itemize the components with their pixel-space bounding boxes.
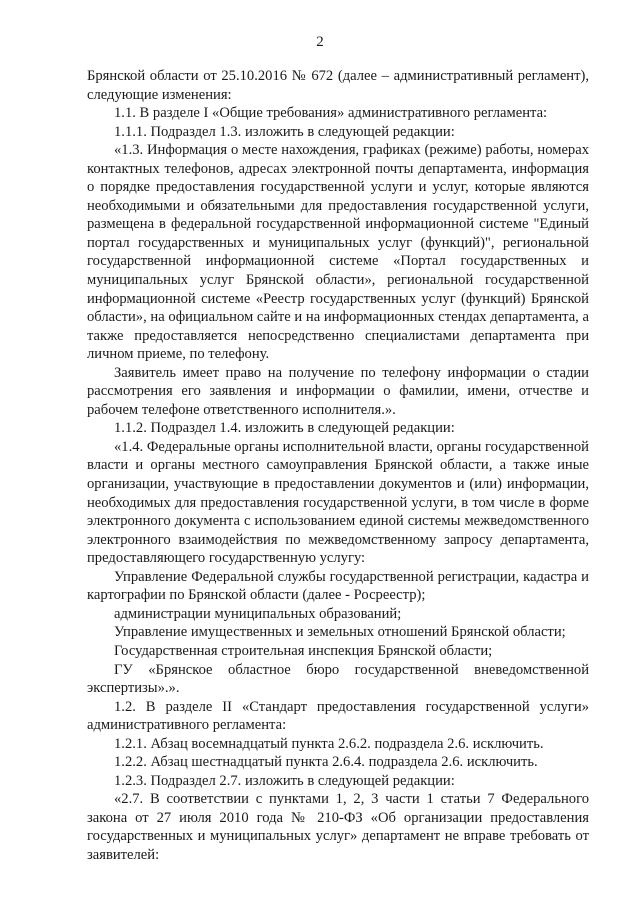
paragraph-construction-inspection: Государственная строительная инспекция Брянской области; bbox=[114, 642, 493, 659]
paragraph-1-1: 1.1. В разделе I «Общие требования» административного регламента: bbox=[114, 105, 548, 122]
paragraph-1-2-3: 1.2.3. Подраздел 2.7. изложить в следующей редакции: bbox=[114, 772, 455, 789]
paragraph-section-2-7: «2.7. В соответствии с пунктами 1, 2, 3 части 1 статьи 7 Федерального закона от 27 июля 2010 года № 210-ФЗ «Об организации предоставления государственных и муниципальных услуг» департамент не вправе требовать от заявителей: bbox=[87, 791, 589, 863]
paragraph-expertise-bureau: ГУ «Брянское областное бюро государственной вневедомственной экспертизы».». bbox=[87, 661, 589, 697]
paragraph-1-2: 1.2. В разделе II «Стандарт предоставления государственной услуги» административного регламента: bbox=[87, 698, 589, 734]
paragraph-1-2-2: 1.2.2. Абзац шестнадцатый пункта 2.6.4. подраздела 2.6. исключить. bbox=[114, 754, 538, 771]
paragraph-1-1-1: 1.1.1. Подраздел 1.3. изложить в следующей редакции: bbox=[114, 123, 455, 140]
paragraph-1-2-1: 1.2.1. Абзац восемнадцатый пункта 2.6.2. подраздела 2.6. исключить. bbox=[114, 735, 544, 752]
paragraph-property-dept: Управление имущественных и земельных отношений Брянской области; bbox=[114, 624, 566, 641]
paragraph-rosreestr: Управление Федеральной службы государственной регистрации, кадастра и картографии по Брянской области (далее - Росреестр); bbox=[87, 568, 589, 604]
page-number: 2 bbox=[316, 34, 324, 50]
document-body bbox=[87, 67, 589, 865]
paragraph-intro: Брянской области от 25.10.2016 № 672 (далее – административный регламент), следующие изменения: bbox=[87, 68, 589, 103]
paragraph-section-1-3: «1.3. Информация о месте нахождения, графиках (режиме) работы, номерах контактных телефонов, адресах электронной почты департамента, информация о порядке предоставления государственной услуги и услуг, которые являются необходимыми и обязательными для предоставления государственной услуги, размещена в федеральной государственной информационной системе "Единый портал государственных и муниципальных услуг (функций)", региональной государственной информационной системе «Портал государственных и муниципальных услуг Брянской области», региональной государственной информационной системе «Реестр государственных услуг (функций) Брянской области», на официальном сайте и на информационных стендах департамента, а также предоставляется непосредственно специалистами департамента при личном приеме, по телефону. bbox=[87, 142, 589, 363]
paragraph-municipal-admins: администрации муниципальных образований; bbox=[114, 605, 402, 622]
paragraph-1-1-2: 1.1.2. Подраздел 1.4. изложить в следующей редакции: bbox=[114, 420, 455, 437]
paragraph-section-1-4: «1.4. Федеральные органы исполнительной власти, органы государственной власти и органы местного самоуправления Брянской области, а также иные организации, участвующие в предоставлении документов и (или) информации, необходимых для предоставления государственной услуги, в том числе в форме электронного документа с использованием единой системы межведомственного электронного взаимодействия по межведомственному запросу департамента, предоставляющего государственную услугу: bbox=[87, 438, 589, 567]
paragraph-applicant-right: Заявитель имеет право на получение по телефону информации о стадии рассмотрения его заявления и информации о фамилии, имени, отчестве и рабочем телефоне ответственного исполнителя.». bbox=[87, 364, 589, 418]
